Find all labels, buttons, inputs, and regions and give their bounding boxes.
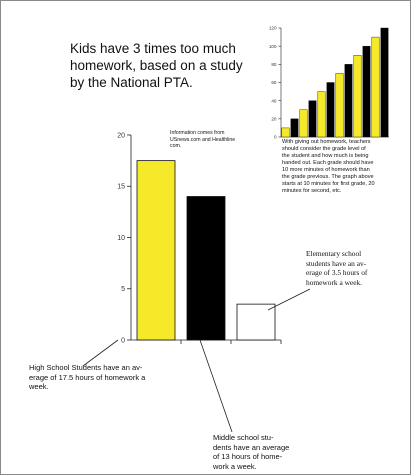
annotation-line: Elementary school: [306, 249, 362, 258]
annotation-line: erage of 17.5 hours of homework a: [29, 372, 146, 382]
bar-3: [300, 110, 307, 137]
annotation-line: homework a week.: [306, 277, 363, 287]
y-tick-label: 20: [117, 132, 125, 140]
bar-11: [372, 37, 379, 137]
inset-bar-chart: [269, 26, 389, 140]
inset-note-line: handed out. Each grade should have: [282, 160, 374, 166]
elementary-leader-line: [268, 289, 310, 310]
bar-middle-school: [187, 197, 225, 341]
annotation-line: work a week.: [213, 461, 257, 471]
annotation-line: dents have an average: [213, 442, 290, 452]
y-tick-label: 0: [121, 337, 125, 345]
source-note-line: USnews.com and Healthline: [170, 136, 236, 143]
bar-6: [327, 83, 334, 138]
inset-note-line: the grade previous. The graph above: [282, 174, 374, 180]
high-school-leader-line: [83, 340, 118, 366]
y-tick-label: 60: [271, 80, 277, 86]
bar-12: [381, 28, 388, 137]
headline-line: by the National PTA.: [70, 75, 193, 90]
inset-note-line: 10 more minutes of homework than: [282, 167, 370, 173]
y-tick-label: 10: [117, 234, 125, 242]
y-tick-label: 20: [271, 116, 277, 122]
bar-5: [318, 92, 325, 137]
y-tick-label: 100: [268, 43, 277, 49]
y-tick-label: 40: [271, 98, 277, 104]
inset-note-line: the student and how much is being: [282, 153, 369, 159]
y-tick-label: 80: [271, 61, 277, 67]
annotation-line: High School Students have an av-: [29, 363, 143, 372]
annotation-line: of 13 hours of home-: [213, 452, 283, 462]
source-note-line: com.: [170, 143, 182, 149]
annotation-line: erage of 3.5 hours of: [306, 268, 368, 278]
main-bar-chart: [117, 132, 281, 344]
inset-note-line: should consider the grade level of: [282, 146, 366, 152]
inset-note-line: starts at 10 minutes for first grade, 20: [282, 181, 375, 187]
inset-note-line: minutes for second, etc.: [282, 188, 342, 194]
bar-4: [309, 101, 316, 137]
y-tick-label: 0: [273, 134, 277, 140]
headline-line: Kids have 3 times too much: [70, 41, 236, 56]
bar-7: [336, 73, 343, 137]
bar-1: [282, 128, 289, 137]
y-tick-label: 5: [121, 286, 125, 294]
bar-2: [291, 119, 298, 137]
source-note-line: Information comes from: [170, 130, 225, 136]
annotation-line: students have an av-: [306, 258, 367, 268]
bar-10: [363, 46, 370, 137]
y-tick-label: 15: [117, 183, 125, 191]
annotation-line: week.: [29, 382, 49, 392]
bar-8: [345, 64, 352, 137]
bar-9: [354, 55, 361, 137]
middle-school-leader-line: [200, 340, 232, 432]
annotation-line: Middle school stu-: [213, 433, 274, 442]
y-tick-label: 120: [268, 25, 277, 31]
bar-high-school: [137, 161, 175, 340]
headline-line: homework, based on a study: [70, 58, 243, 73]
inset-note-line: With giving out homework, teachers: [282, 139, 371, 145]
